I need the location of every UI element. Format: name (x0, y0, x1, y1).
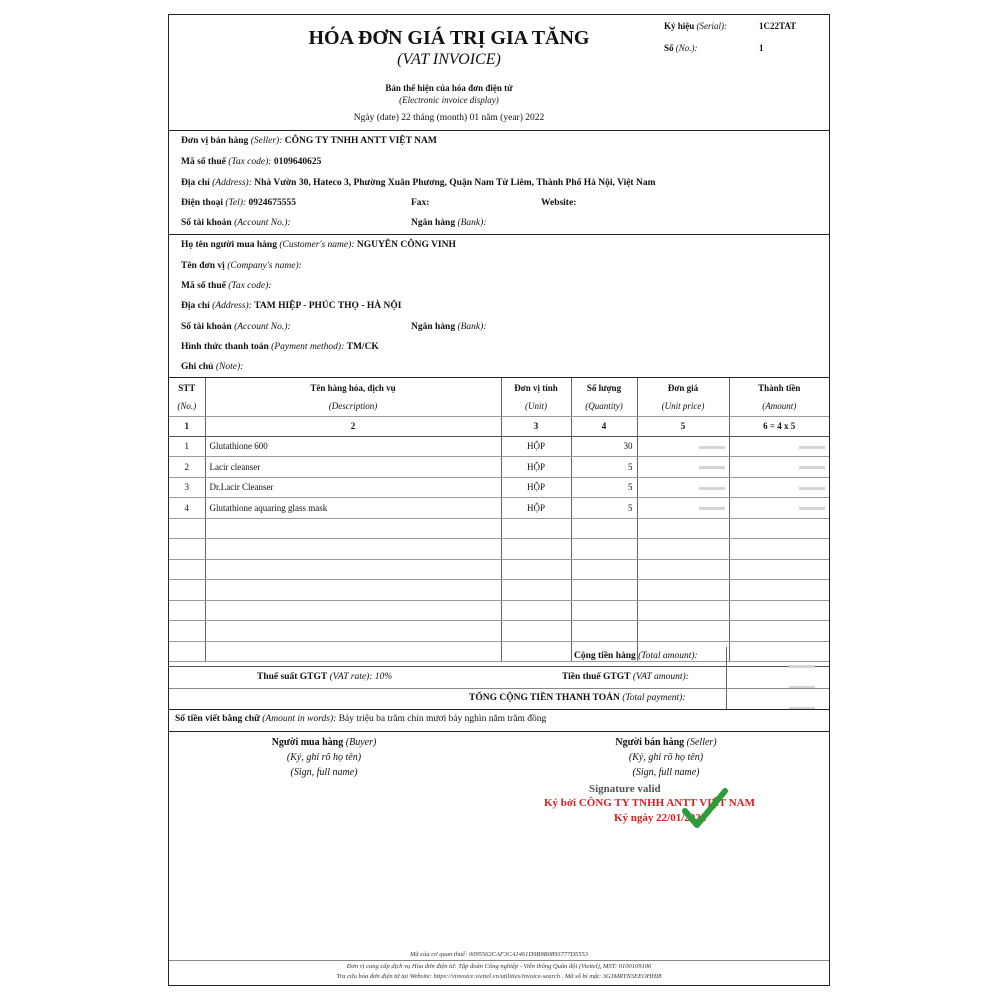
total-amount-value (789, 657, 815, 675)
table-header-row (169, 378, 829, 397)
table-row-empty (169, 600, 829, 621)
table-row (169, 477, 829, 498)
table-header-en-row (169, 397, 829, 416)
row-description: Lacir cleanser (205, 457, 501, 478)
table-row-empty (169, 641, 829, 662)
buyer-note: Ghi chú (Note): (181, 362, 244, 372)
header-no: STT (169, 378, 205, 397)
redacted-mark (799, 507, 825, 510)
buyer-account: Số tài khoản (Account No.): (181, 322, 291, 332)
header-no-en: (No.) (169, 397, 205, 416)
row-quantity: 30 (571, 436, 637, 457)
table-row (169, 436, 829, 457)
header-amount: Thành tiền (758, 382, 801, 393)
check-icon (681, 787, 729, 831)
row-quantity: 5 (571, 457, 637, 478)
seller-website: Website: (541, 198, 577, 208)
header-description: Tên hàng hóa, dịch vụ (205, 378, 501, 397)
total-amount-label: Cộng tiền hàng (Total amount): (574, 651, 698, 661)
buyer-company: Tên đơn vị (Company's name): (181, 261, 302, 271)
row-no: 1 (169, 436, 205, 457)
table-row-empty (169, 518, 829, 539)
header-unit-price-en: (Unit price) (637, 397, 729, 416)
row-unit-price (637, 457, 729, 478)
column-number: 1 (169, 416, 205, 436)
column-number: 2 (205, 416, 501, 436)
totals-column-divider (726, 647, 727, 710)
vat-amount-value (789, 678, 815, 696)
seller-signature-title: Người bán hàng (Seller) (615, 737, 717, 748)
invoice-title: HÓA ĐƠN GIÁ TRỊ GIA TĂNG (308, 27, 590, 49)
seller-sign-instruction-en: (Sign, full name) (632, 767, 700, 778)
buyer-sign-instruction-en: (Sign, full name) (290, 767, 358, 778)
table-row-empty (169, 539, 829, 560)
row-amount (729, 477, 829, 498)
table-row (169, 457, 829, 478)
header-amount-en: (Amount) (729, 397, 829, 416)
table-row-empty (169, 580, 829, 601)
buyer-name: Họ tên người mua hàng (Customer's name): NGUYỄN CÔNG VINH (181, 240, 456, 250)
row-unit-price (637, 477, 729, 498)
amount-in-words: Số tiền viết bằng chữ (Amount in words): Bảy triệu ba trăm chín mươi bảy nghìn năm trăm đồng (175, 714, 547, 724)
column-number: 6 = 4 x 5 (729, 416, 829, 436)
number-value: 1 (759, 43, 764, 53)
row-no: 4 (169, 498, 205, 519)
check-icon-stroke (685, 791, 725, 825)
tax-authority-code: Mã của cơ quan thuế: 0095562CAF3CA1461D9B9B0893777D5553 (409, 951, 589, 958)
buyer-sign-instruction-vi: (Ký, ghi rõ họ tên) (286, 752, 362, 763)
total-payment-label: TỔNG CỘNG TIỀN THANH TOÁN (Total payment): (469, 693, 686, 703)
row-unit-price (637, 436, 729, 457)
seller-tax-code: Mã số thuế (Tax code): 0109640625 (181, 157, 322, 167)
vat-rate: Thuế suất GTGT (VAT rate): 10% (257, 672, 393, 682)
seller-tel: Điện thoại (Tel): 0924675555 (181, 198, 296, 208)
redacted-mark (699, 446, 725, 449)
seller-sign-instruction-vi: (Ký, ghi rõ họ tên) (628, 752, 704, 763)
redacted-mark (699, 487, 725, 490)
row-unit: HỘP (501, 436, 571, 457)
display-label-vi: Bản thể hiện của hóa đơn điện tử (385, 83, 513, 93)
seller-fax: Fax: (411, 198, 430, 208)
row-unit-price (637, 498, 729, 519)
row-no: 2 (169, 457, 205, 478)
serial-label: Ký hiệu (Serial): (664, 21, 728, 31)
redacted-mark (699, 466, 725, 469)
column-number: 4 (571, 416, 637, 436)
seller-account: Số tài khoản (Account No.): (181, 218, 291, 228)
row-amount (729, 457, 829, 478)
row-amount (729, 498, 829, 519)
column-number: 3 (501, 416, 571, 436)
divider (169, 960, 829, 961)
column-number: 5 (637, 416, 729, 436)
divider (169, 688, 829, 689)
header-unit: Đơn vị tính (501, 378, 571, 397)
buyer-tax-code: Mã số thuế (Tax code): (181, 281, 272, 291)
redacted-mark (799, 487, 825, 490)
redacted-mark (699, 507, 725, 510)
table-row-empty (169, 559, 829, 580)
items-table (169, 378, 829, 662)
row-unit: HỘP (501, 498, 571, 519)
row-description: Glutathione aquaring glass mask (205, 498, 501, 519)
row-unit: HỘP (501, 457, 571, 478)
lookup-line: Tra cứu hóa đơn điện tử tại Website: https://vinvoice.viettel.vn/utilities/invoice-search . Mã số bí mật: 3GJMRYN3EEOHHI8 (336, 973, 662, 980)
invoice-subtitle: (VAT INVOICE) (397, 51, 501, 68)
header-quantity-en: (Quantity) (571, 397, 637, 416)
seller-name: Đơn vị bán hàng (Seller): CÔNG TY TNHH ANTT VIỆT NAM (181, 136, 437, 146)
header-unit-en: (Unit) (501, 397, 571, 416)
row-unit: HỘP (501, 477, 571, 498)
signature-valid-text: Signature valid (589, 783, 661, 795)
buyer-bank: Ngân hàng (Bank): (411, 322, 487, 332)
serial-value: 1C22TAT (759, 21, 797, 31)
redacted-mark (799, 466, 825, 469)
redacted-mark (799, 446, 825, 449)
row-no: 3 (169, 477, 205, 498)
seller-bank: Ngân hàng (Bank): (411, 218, 487, 228)
row-quantity: 5 (571, 498, 637, 519)
header-quantity: Số lượng (571, 378, 637, 397)
signed-by-text: Ký bởi CÔNG TY TNHH ANTT VIỆT NAM (544, 797, 755, 809)
redacted-mark (789, 665, 815, 668)
vat-amount-label: Tiền thuế GTGT (VAT amount): (562, 672, 689, 682)
invoice-date: Ngày (date) 22 tháng (month) 01 năm (year) 2022 (353, 113, 545, 123)
table-column-number-row (169, 416, 829, 436)
divider (169, 709, 829, 710)
invoice-page (168, 14, 830, 986)
buyer-payment-method: Hình thức thanh toán (Payment method): TM/CK (181, 342, 379, 352)
buyer-address: Địa chỉ (Address): TAM HIỆP - PHÚC THỌ - HÀ NỘI (181, 301, 402, 311)
buyer-signature-title: Người mua hàng (Buyer) (271, 737, 377, 748)
divider (169, 234, 829, 235)
divider (169, 731, 829, 732)
header-unit-price: Đơn giá (637, 378, 729, 397)
header-description-en: (Description) (205, 397, 501, 416)
row-description: Glutathione 600 (205, 436, 501, 457)
row-amount (729, 436, 829, 457)
seller-address: Địa chỉ (Address): Nhà Vườn 30, Hateco 3, Phường Xuân Phương, Quận Nam Từ Liêm, Thành Phố Hà Nội, Việt Nam (181, 178, 656, 188)
divider (169, 666, 829, 667)
row-quantity: 5 (571, 477, 637, 498)
table-row-empty (169, 621, 829, 642)
table-row (169, 498, 829, 519)
number-label: Số (No.): (664, 43, 698, 53)
total-payment-value (789, 699, 815, 717)
row-description: Dr.Lacir Cleanser (205, 477, 501, 498)
display-label-en: (Electronic invoice display) (399, 95, 499, 105)
signed-date-text: Ký ngày 22/01/2022 (614, 812, 707, 824)
divider (169, 130, 829, 131)
provider-line: Đơn vị cung cấp dịch vụ Hóa đơn điện tử: Tập đoàn Công nghiệp - Viễn thông Quân đội (Viettel), MST: 0100109106 (346, 963, 652, 970)
